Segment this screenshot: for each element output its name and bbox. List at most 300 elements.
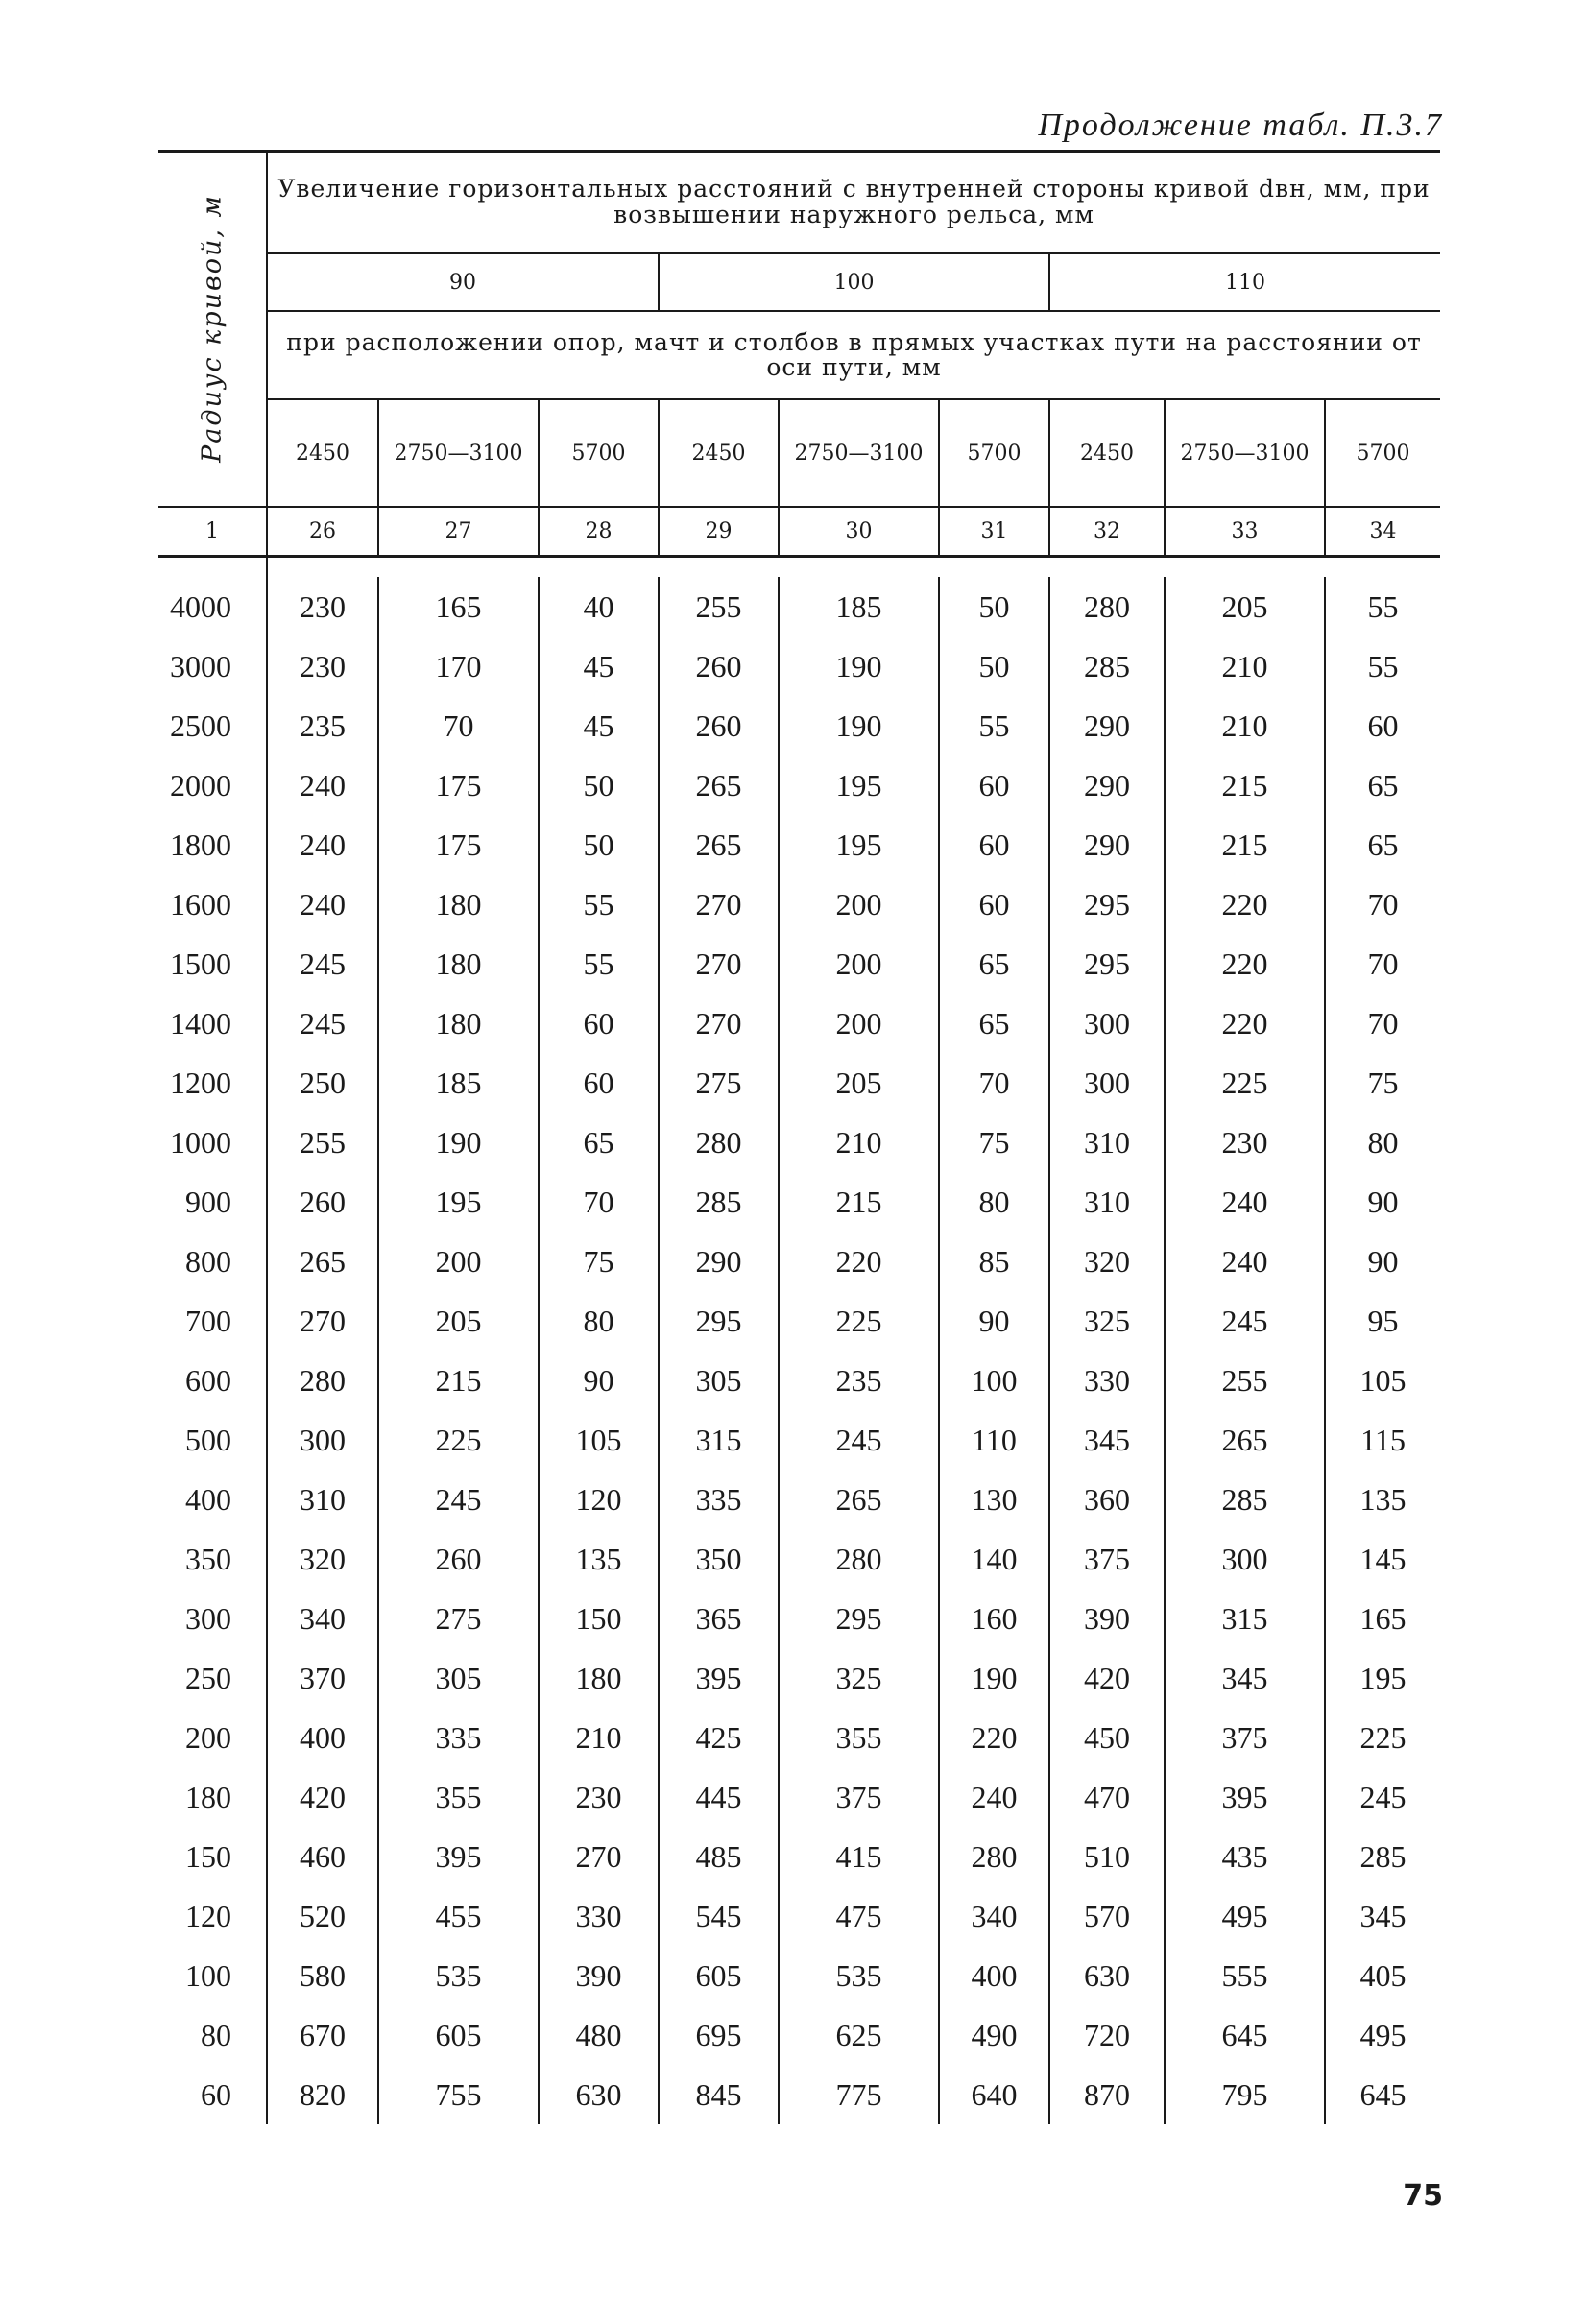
radius-cell: 700 — [158, 1291, 267, 1351]
value-cell: 265 — [659, 815, 779, 874]
value-cell: 370 — [300, 1660, 346, 1695]
value-cell: 450 — [1049, 1708, 1165, 1767]
value-cell: 455 — [378, 1886, 539, 1946]
value-cell: 845 — [659, 2065, 779, 2124]
value-cell: 220 — [1165, 934, 1325, 994]
sub-column-header: 2750—3100 — [779, 399, 939, 507]
value-cell: 355 — [378, 1767, 539, 1827]
value-cell: 580 — [300, 1957, 346, 1993]
value-cell: 320 — [300, 1541, 346, 1576]
value-cell: 80 — [1325, 1113, 1440, 1172]
value-cell: 210 — [539, 1708, 659, 1767]
table-row — [158, 1708, 1440, 1767]
value-cell: 285 — [1165, 1470, 1325, 1529]
value-cell: 190 — [779, 696, 939, 755]
value-cell: 645 — [1165, 2005, 1325, 2065]
sub-column-header: 5700 — [539, 399, 659, 507]
value-cell: 295 — [1049, 874, 1165, 934]
value-cell: 135 — [1325, 1470, 1440, 1529]
column-number: 32 — [1049, 507, 1165, 557]
value-cell: 470 — [1049, 1767, 1165, 1827]
elevation-header-100: 100 — [659, 253, 1049, 311]
value-cell: 70 — [1325, 994, 1440, 1053]
value-cell: 110 — [939, 1410, 1049, 1470]
table-row — [158, 934, 1440, 994]
elevation-header-90: 90 — [267, 253, 659, 311]
continuation-title: Продолжение табл. П.3.7 — [1038, 108, 1443, 143]
value-cell: 720 — [1049, 2005, 1165, 2065]
value-cell: 405 — [1325, 1946, 1440, 2005]
value-cell: 220 — [1165, 994, 1325, 1053]
value-cell: 60 — [539, 1053, 659, 1113]
value-cell: 205 — [1165, 577, 1325, 636]
value-cell: 640 — [939, 2065, 1049, 2124]
value-cell: 75 — [1325, 1053, 1440, 1113]
value-cell: 280 — [659, 1113, 779, 1172]
value-cell: 100 — [939, 1351, 1049, 1410]
radius-cell: 120 — [158, 1886, 267, 1946]
column-number: 1 — [158, 507, 267, 557]
value-cell: 70 — [1325, 874, 1440, 934]
value-cell: 605 — [378, 2005, 539, 2065]
value-cell: 625 — [779, 2005, 939, 2065]
value-cell: 495 — [1165, 1886, 1325, 1946]
radius-cell: 180 — [158, 1767, 267, 1827]
table-row — [158, 1589, 1440, 1648]
value-cell: 55 — [1325, 577, 1440, 636]
value-cell: 355 — [779, 1708, 939, 1767]
value-cell: 420 — [1049, 1648, 1165, 1708]
value-cell: 60 — [939, 874, 1049, 934]
value-cell: 630 — [539, 2065, 659, 2124]
value-cell: 245 — [378, 1470, 539, 1529]
value-cell: 105 — [539, 1410, 659, 1470]
value-cell: 90 — [1325, 1172, 1440, 1232]
value-cell: 300 — [1049, 1053, 1165, 1113]
value-cell: 165 — [1325, 1589, 1440, 1648]
value-cell: 175 — [378, 815, 539, 874]
value-cell: 65 — [939, 994, 1049, 1053]
value-cell: 80 — [939, 1172, 1049, 1232]
value-cell: 490 — [939, 2005, 1049, 2065]
value-cell: 215 — [1165, 755, 1325, 815]
value-cell: 375 — [1165, 1708, 1325, 1767]
value-cell: 570 — [1049, 1886, 1165, 1946]
value-cell: 255 — [1165, 1351, 1325, 1410]
table-row — [158, 2065, 1440, 2124]
value-cell: 225 — [1325, 1708, 1440, 1767]
value-cell: 180 — [378, 934, 539, 994]
value-cell: 255 — [300, 1124, 346, 1160]
value-cell: 340 — [300, 1600, 346, 1636]
value-cell: 65 — [1325, 755, 1440, 815]
value-cell: 220 — [779, 1232, 939, 1291]
table-row — [158, 1648, 1440, 1708]
value-cell: 75 — [939, 1113, 1049, 1172]
value-cell: 545 — [659, 1886, 779, 1946]
value-cell: 235 — [300, 707, 346, 743]
value-cell: 415 — [779, 1827, 939, 1886]
value-cell: 485 — [659, 1827, 779, 1886]
radius-cell: 300 — [158, 1589, 267, 1648]
sub-column-header: 2750—3100 — [378, 399, 539, 507]
value-cell: 215 — [779, 1172, 939, 1232]
value-cell: 195 — [779, 755, 939, 815]
radius-cell: 200 — [158, 1708, 267, 1767]
value-cell: 210 — [1165, 636, 1325, 696]
value-cell: 335 — [659, 1470, 779, 1529]
value-cell: 310 — [1049, 1172, 1165, 1232]
value-cell: 275 — [659, 1053, 779, 1113]
radius-header-cell — [158, 150, 267, 507]
value-cell: 270 — [659, 874, 779, 934]
value-cell: 220 — [1165, 874, 1325, 934]
page-number: 75 — [1403, 2179, 1443, 2213]
value-cell: 55 — [539, 934, 659, 994]
radius-cell: 600 — [158, 1351, 267, 1410]
sub-column-header: 5700 — [1325, 399, 1440, 507]
value-cell: 120 — [539, 1470, 659, 1529]
value-cell: 240 — [300, 827, 346, 862]
value-cell: 350 — [659, 1529, 779, 1589]
value-cell: 40 — [539, 577, 659, 636]
value-cell: 45 — [539, 636, 659, 696]
value-cell: 280 — [939, 1827, 1049, 1886]
value-cell: 190 — [779, 636, 939, 696]
value-cell: 50 — [539, 755, 659, 815]
value-cell: 290 — [1049, 755, 1165, 815]
value-cell: 215 — [378, 1351, 539, 1410]
value-cell: 140 — [939, 1529, 1049, 1589]
table-row — [158, 1410, 1440, 1470]
value-cell: 285 — [1049, 636, 1165, 696]
value-cell: 50 — [939, 577, 1049, 636]
value-cell: 205 — [378, 1291, 539, 1351]
elevation-header-110: 110 — [1049, 253, 1440, 311]
value-cell: 535 — [779, 1946, 939, 2005]
distance-header: при расположении опор, мачт и столбов в прямых участках пути на расстоянии от оси пути, мм — [267, 311, 1440, 399]
radius-cell: 2500 — [158, 696, 267, 755]
column-number: 29 — [659, 507, 779, 557]
table-row — [158, 1291, 1440, 1351]
value-cell: 285 — [659, 1172, 779, 1232]
table-row — [158, 1232, 1440, 1291]
value-cell: 270 — [659, 994, 779, 1053]
value-cell: 295 — [1049, 934, 1165, 994]
value-cell: 260 — [378, 1529, 539, 1589]
value-cell: 445 — [659, 1767, 779, 1827]
value-cell: 400 — [939, 1946, 1049, 2005]
value-cell: 310 — [1049, 1113, 1165, 1172]
value-cell: 130 — [939, 1470, 1049, 1529]
value-cell: 795 — [1165, 2065, 1325, 2124]
radius-cell: 250 — [158, 1648, 267, 1708]
value-cell: 305 — [659, 1351, 779, 1410]
value-cell: 240 — [1165, 1232, 1325, 1291]
radius-cell: 1500 — [158, 934, 267, 994]
value-cell: 195 — [1325, 1648, 1440, 1708]
value-cell: 70 — [939, 1053, 1049, 1113]
value-cell: 175 — [378, 755, 539, 815]
value-cell: 230 — [300, 648, 346, 683]
value-cell: 90 — [939, 1291, 1049, 1351]
value-cell: 255 — [659, 577, 779, 636]
column-number: 34 — [1325, 507, 1440, 557]
value-cell: 375 — [779, 1767, 939, 1827]
value-cell: 425 — [659, 1708, 779, 1767]
value-cell: 510 — [1049, 1827, 1165, 1886]
table-row — [158, 815, 1440, 874]
value-cell: 345 — [1165, 1648, 1325, 1708]
value-cell: 185 — [779, 577, 939, 636]
sub-column-header: 5700 — [939, 399, 1049, 507]
value-cell: 300 — [1049, 994, 1165, 1053]
value-cell: 270 — [300, 1303, 346, 1338]
radius-cell: 900 — [158, 1172, 267, 1232]
table-row — [158, 1529, 1440, 1589]
column-number: 28 — [539, 507, 659, 557]
value-cell: 70 — [378, 696, 539, 755]
value-cell: 395 — [378, 1827, 539, 1886]
value-cell: 260 — [300, 1184, 346, 1219]
value-cell: 50 — [539, 815, 659, 874]
value-cell: 240 — [300, 767, 346, 803]
value-cell: 205 — [779, 1053, 939, 1113]
radius-cell: 100 — [158, 1946, 267, 2005]
radius-header-label: Радиус кривой, м — [197, 193, 228, 463]
radius-cell: 3000 — [158, 636, 267, 696]
value-cell: 260 — [659, 696, 779, 755]
table-row — [158, 2005, 1440, 2065]
value-cell: 400 — [300, 1719, 346, 1755]
value-cell: 65 — [1325, 815, 1440, 874]
table-row — [158, 1053, 1440, 1113]
value-cell: 480 — [539, 2005, 659, 2065]
value-cell: 55 — [939, 696, 1049, 755]
value-cell: 45 — [539, 696, 659, 755]
value-cell: 65 — [939, 934, 1049, 994]
value-cell: 90 — [539, 1351, 659, 1410]
value-cell: 265 — [779, 1470, 939, 1529]
radius-cell: 150 — [158, 1827, 267, 1886]
value-cell: 225 — [779, 1291, 939, 1351]
main-header: Увеличение горизонтальных расстояний с внутренней стороны кривой dвн, мм, при возвышении наружного рельса, мм — [267, 150, 1440, 253]
value-cell: 240 — [939, 1767, 1049, 1827]
column-number: 26 — [267, 507, 378, 557]
value-cell: 235 — [779, 1351, 939, 1410]
value-cell: 395 — [1165, 1767, 1325, 1827]
value-cell: 325 — [1049, 1291, 1165, 1351]
value-cell: 300 — [1165, 1529, 1325, 1589]
value-cell: 200 — [779, 874, 939, 934]
value-cell: 390 — [1049, 1589, 1165, 1648]
value-cell: 265 — [300, 1243, 346, 1279]
radius-cell: 1600 — [158, 874, 267, 934]
value-cell: 605 — [659, 1946, 779, 2005]
value-cell: 240 — [1165, 1172, 1325, 1232]
value-cell: 695 — [659, 2005, 779, 2065]
value-cell: 330 — [539, 1886, 659, 1946]
value-cell: 245 — [300, 1005, 346, 1041]
value-cell: 210 — [1165, 696, 1325, 755]
value-cell: 630 — [1049, 1946, 1165, 2005]
value-cell: 325 — [779, 1648, 939, 1708]
value-cell: 60 — [939, 755, 1049, 815]
table-row — [158, 1351, 1440, 1410]
table-row — [158, 874, 1440, 934]
value-cell: 870 — [1049, 2065, 1165, 2124]
table-row — [158, 1827, 1440, 1886]
value-cell: 535 — [378, 1946, 539, 2005]
value-cell: 300 — [300, 1422, 346, 1457]
value-cell: 215 — [1165, 815, 1325, 874]
value-cell: 295 — [659, 1291, 779, 1351]
value-cell: 190 — [939, 1648, 1049, 1708]
value-cell: 200 — [779, 934, 939, 994]
value-cell: 150 — [539, 1589, 659, 1648]
value-cell: 225 — [1165, 1053, 1325, 1113]
value-cell: 820 — [300, 2076, 346, 2112]
value-cell: 225 — [378, 1410, 539, 1470]
value-cell: 195 — [779, 815, 939, 874]
value-cell: 315 — [1165, 1589, 1325, 1648]
value-cell: 495 — [1325, 2005, 1440, 2065]
value-cell: 195 — [378, 1172, 539, 1232]
value-cell: 70 — [1325, 934, 1440, 994]
value-cell: 60 — [1325, 696, 1440, 755]
sub-column-header: 2450 — [659, 399, 779, 507]
value-cell: 115 — [1325, 1410, 1440, 1470]
value-cell: 520 — [300, 1898, 346, 1933]
radius-cell: 350 — [158, 1529, 267, 1589]
value-cell: 220 — [939, 1708, 1049, 1767]
radius-cell: 60 — [158, 2065, 267, 2124]
value-cell: 60 — [939, 815, 1049, 874]
table-row — [158, 636, 1440, 696]
value-cell: 755 — [378, 2065, 539, 2124]
value-cell: 280 — [1049, 577, 1165, 636]
value-cell: 230 — [1165, 1113, 1325, 1172]
value-cell: 395 — [659, 1648, 779, 1708]
value-cell: 555 — [1165, 1946, 1325, 2005]
value-cell: 55 — [539, 874, 659, 934]
value-cell: 360 — [1049, 1470, 1165, 1529]
table-row — [158, 994, 1440, 1053]
table-row — [158, 696, 1440, 755]
value-cell: 55 — [1325, 636, 1440, 696]
radius-cell: 1200 — [158, 1053, 267, 1113]
value-cell: 265 — [1165, 1410, 1325, 1470]
radius-cell: 500 — [158, 1410, 267, 1470]
radius-cell: 2000 — [158, 755, 267, 815]
radius-cell: 1000 — [158, 1113, 267, 1172]
value-cell: 375 — [1049, 1529, 1165, 1589]
value-cell: 185 — [378, 1053, 539, 1113]
value-cell: 135 — [539, 1529, 659, 1589]
value-cell: 475 — [779, 1886, 939, 1946]
value-cell: 310 — [300, 1481, 346, 1517]
value-cell: 180 — [378, 874, 539, 934]
value-cell: 280 — [300, 1362, 346, 1398]
value-cell: 340 — [939, 1886, 1049, 1946]
table-row — [158, 1113, 1440, 1172]
value-cell: 230 — [300, 588, 346, 624]
horizontal-distance-table — [158, 150, 1440, 2124]
value-cell: 670 — [300, 2017, 346, 2052]
column-number: 33 — [1165, 507, 1325, 557]
value-cell: 145 — [1325, 1529, 1440, 1589]
value-cell: 645 — [1325, 2065, 1440, 2124]
value-cell: 335 — [378, 1708, 539, 1767]
column-number: 27 — [378, 507, 539, 557]
value-cell: 295 — [779, 1589, 939, 1648]
value-cell: 345 — [1325, 1886, 1440, 1946]
value-cell: 460 — [300, 1838, 346, 1874]
column-number: 31 — [939, 507, 1049, 557]
value-cell: 270 — [539, 1827, 659, 1886]
value-cell: 260 — [659, 636, 779, 696]
value-cell: 65 — [539, 1113, 659, 1172]
value-cell: 390 — [539, 1946, 659, 2005]
table-row — [158, 1886, 1440, 1946]
value-cell: 435 — [1165, 1827, 1325, 1886]
value-cell: 265 — [659, 755, 779, 815]
column-number: 30 — [779, 507, 939, 557]
value-cell: 170 — [378, 636, 539, 696]
value-cell: 200 — [378, 1232, 539, 1291]
value-cell: 290 — [1049, 696, 1165, 755]
value-cell: 775 — [779, 2065, 939, 2124]
value-cell: 210 — [779, 1113, 939, 1172]
value-cell: 320 — [1049, 1232, 1165, 1291]
value-cell: 80 — [539, 1291, 659, 1351]
value-cell: 75 — [539, 1232, 659, 1291]
radius-cell: 80 — [158, 2005, 267, 2065]
value-cell: 270 — [659, 934, 779, 994]
value-cell: 180 — [378, 994, 539, 1053]
value-cell: 105 — [1325, 1351, 1440, 1410]
value-cell: 165 — [378, 577, 539, 636]
value-cell: 90 — [1325, 1232, 1440, 1291]
value-cell: 365 — [659, 1589, 779, 1648]
value-cell: 200 — [779, 994, 939, 1053]
value-cell: 330 — [1049, 1351, 1165, 1410]
table-row — [158, 755, 1440, 815]
radius-cell: 1400 — [158, 994, 267, 1053]
value-cell: 345 — [1049, 1410, 1165, 1470]
value-cell: 230 — [539, 1767, 659, 1827]
radius-cell: 400 — [158, 1470, 267, 1529]
value-cell: 245 — [1325, 1767, 1440, 1827]
table-row — [158, 1767, 1440, 1827]
value-cell: 60 — [539, 994, 659, 1053]
radius-cell: 4000 — [158, 577, 267, 636]
radius-cell: 800 — [158, 1232, 267, 1291]
value-cell: 285 — [1325, 1827, 1440, 1886]
table-row — [158, 1172, 1440, 1232]
value-cell: 290 — [659, 1232, 779, 1291]
value-cell: 305 — [378, 1648, 539, 1708]
value-cell: 245 — [1165, 1291, 1325, 1351]
radius-cell: 1800 — [158, 815, 267, 874]
value-cell: 160 — [939, 1589, 1049, 1648]
value-cell: 280 — [779, 1529, 939, 1589]
value-cell: 245 — [779, 1410, 939, 1470]
sub-column-header: 2450 — [267, 399, 378, 507]
value-cell: 420 — [300, 1779, 346, 1814]
sub-column-header: 2750—3100 — [1165, 399, 1325, 507]
value-cell: 240 — [300, 886, 346, 922]
